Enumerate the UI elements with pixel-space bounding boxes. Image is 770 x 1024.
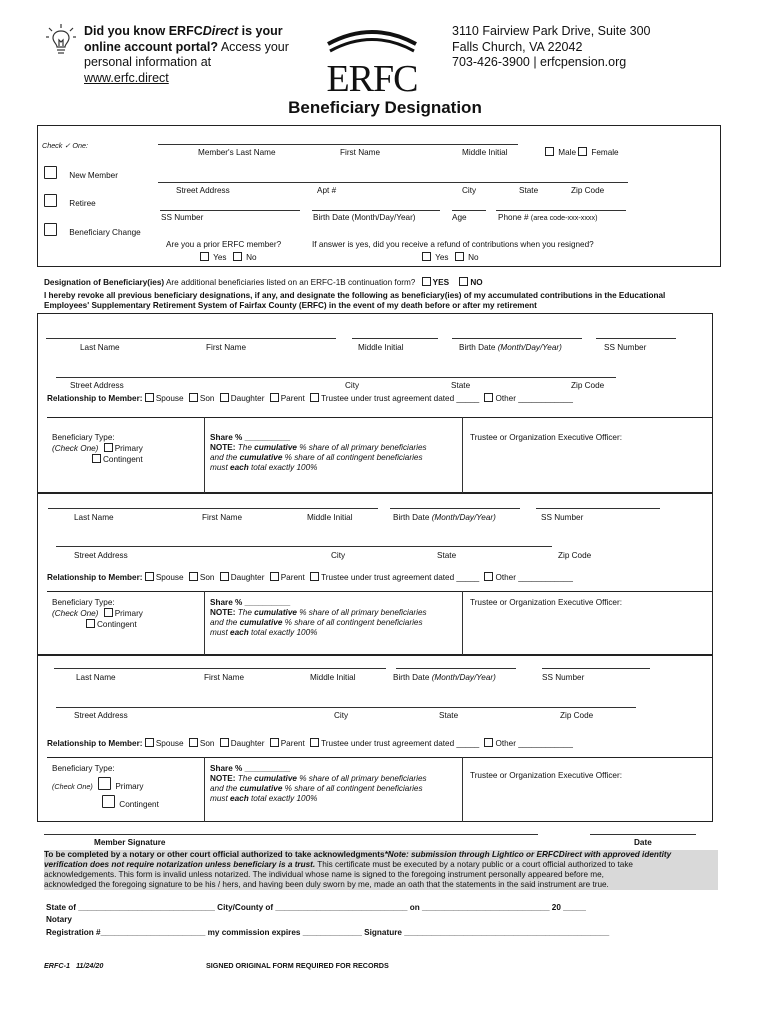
yes-label: YES <box>432 278 450 287</box>
b2-relationship-row <box>47 572 573 583</box>
member-dob-line[interactable] <box>312 210 440 211</box>
member-last-name-label: Member's Last Name <box>198 148 276 157</box>
trustee-checkbox[interactable] <box>310 393 319 402</box>
spouse-checkbox[interactable] <box>145 738 154 747</box>
no-label: No <box>246 253 257 262</box>
org-address <box>452 24 712 71</box>
relationship-label: Relationship to Member: <box>47 573 143 582</box>
b3-divider <box>47 757 713 758</box>
dob-text: Birth Date <box>459 343 496 352</box>
note-text: total exactly 100% <box>248 463 318 472</box>
revocation-line2: Employees' Supplementary Retirement System of Fairfax County (ERFC) in the event of my death before or after my retirement <box>44 301 537 310</box>
b1-ssn-label: SS Number <box>604 343 647 352</box>
b3-trustee-label: Trustee or Organization Executive Officer: <box>470 771 622 780</box>
promo-line2-rest: Access your <box>218 39 289 54</box>
trustee-label: Trustee under trust agreement dated _____ <box>321 739 480 748</box>
contingent-label: Contingent <box>103 455 143 464</box>
daughter-checkbox[interactable] <box>220 738 229 747</box>
note-cumulative: cumulative <box>254 774 297 783</box>
spouse-label: Spouse <box>155 739 184 748</box>
note-text: % share of all contingent beneficiaries <box>282 453 423 462</box>
member-age-line[interactable] <box>452 210 486 211</box>
b3-name-line[interactable] <box>54 668 386 669</box>
primary-checkbox[interactable] <box>104 608 113 617</box>
member-name-line[interactable] <box>158 144 518 145</box>
member-address-line[interactable] <box>158 182 628 183</box>
notary-line3: acknowledgements. This form is invalid unless notarized. The individual whose name is signed to the foregoing instrument personally appeared before me, <box>44 870 718 880</box>
address-line2: Falls Church, VA 22042 <box>452 39 583 54</box>
note-text: must <box>210 463 231 472</box>
member-age-label: Age <box>452 213 467 222</box>
prior-no-checkbox[interactable] <box>233 252 242 261</box>
b1-zip-label: Zip Code <box>571 381 605 390</box>
gender-options[interactable] <box>545 147 619 158</box>
note-text: and the <box>210 784 240 793</box>
note-text: must <box>210 794 231 803</box>
b1-share-cell <box>210 433 460 473</box>
b2-col-divider-2 <box>462 591 463 655</box>
note-text: and the <box>210 618 240 627</box>
note-text: % share of all contingent beneficiaries <box>282 618 423 627</box>
trustee-checkbox[interactable] <box>310 572 319 581</box>
son-checkbox[interactable] <box>189 572 198 581</box>
yes-label: Yes <box>213 253 227 262</box>
designation-question-text: Are additional beneficiaries listed on an ERFC-1B continuation form? <box>164 278 416 287</box>
b1-relationship-row <box>47 393 573 404</box>
contingent-checkbox[interactable] <box>86 619 95 628</box>
note-cumulative: cumulative <box>239 618 283 627</box>
daughter-label: Daughter <box>230 394 265 403</box>
contingent-label: Contingent <box>119 800 159 809</box>
primary-checkbox[interactable] <box>104 443 113 452</box>
parent-label: Parent <box>280 573 305 582</box>
note-text: % share of all primary beneficiaries <box>296 443 427 452</box>
b2-col-divider-1 <box>204 591 205 655</box>
contingent-checkbox[interactable] <box>92 454 101 463</box>
promo-line3: personal information at <box>84 55 212 69</box>
daughter-checkbox[interactable] <box>220 572 229 581</box>
notary-instructions <box>44 850 718 890</box>
check-one: (Check One) <box>52 609 99 618</box>
note-each: each <box>230 463 249 472</box>
b2-type-cell <box>52 598 143 630</box>
b2-middle-label: Middle Initial <box>307 513 353 522</box>
b2-trustee-label: Trustee or Organization Executive Officer: <box>470 598 622 607</box>
trustee-checkbox[interactable] <box>310 738 319 747</box>
address-line3: 703-426-3900 | erfcpension.org <box>452 55 627 69</box>
son-label: Son <box>199 739 215 748</box>
spouse-checkbox[interactable] <box>145 393 154 402</box>
notary-line1-note: *Note: submission through Lightico or ERFCDirect with approved identity <box>384 850 672 859</box>
option-beneficiary-change[interactable] <box>44 223 141 238</box>
primary-label: Primary <box>114 609 143 618</box>
note-text: % share of all primary beneficiaries <box>296 774 427 783</box>
dob-format: (Month/Day/Year) <box>431 513 496 522</box>
b3-address-line[interactable] <box>56 707 636 708</box>
b3-relationship-row <box>47 738 573 749</box>
note-text: The <box>235 774 255 783</box>
option-label: New Member <box>69 171 118 180</box>
signature-date-label: Date <box>634 838 652 847</box>
member-phone-label <box>498 213 598 223</box>
b1-middle-line[interactable] <box>352 338 438 339</box>
yes-label: Yes <box>435 253 449 262</box>
revocation-statement <box>44 291 744 311</box>
promo-line2-bold: online account portal? <box>84 39 219 54</box>
b2-address-line[interactable] <box>56 546 552 547</box>
b3-street-label: Street Address <box>74 711 128 720</box>
trustee-label: Trustee under trust agreement dated _____ <box>321 394 480 403</box>
member-street-label: Street Address <box>176 186 230 195</box>
notary-line4: acknowledged the foregoing signature to be his / hers, and having been duly sworn by me, made an oath that the statements in the said instrument are true. <box>44 880 718 890</box>
share-field[interactable]: Share % __________ <box>210 598 291 607</box>
b2-dob-line[interactable] <box>390 508 520 509</box>
dob-format: (Month/Day/Year) <box>497 343 562 352</box>
daughter-label: Daughter <box>230 573 265 582</box>
note-cumulative: cumulative <box>239 784 283 793</box>
b2-street-label: Street Address <box>74 551 128 560</box>
option-label: Beneficiary Change <box>69 228 141 237</box>
b3-dob-label <box>393 673 496 683</box>
note-text: The <box>235 443 255 452</box>
son-label: Son <box>199 394 215 403</box>
b1-street-label: Street Address <box>70 381 124 390</box>
male-checkbox[interactable] <box>545 147 554 156</box>
b3-ssn-line[interactable] <box>542 668 650 669</box>
b3-middle-label: Middle Initial <box>310 673 356 682</box>
note-text: must <box>210 628 231 637</box>
parent-label: Parent <box>280 739 305 748</box>
female-label: Female <box>591 148 619 157</box>
type-label: Beneficiary Type: <box>52 598 115 607</box>
promo-text <box>84 24 324 86</box>
b3-type-cell <box>52 764 159 810</box>
b3-dob-line[interactable] <box>396 668 516 669</box>
primary-checkbox[interactable] <box>98 777 111 790</box>
check-one: (Check One) <box>52 782 93 791</box>
share-field[interactable]: Share % __________ <box>210 764 291 773</box>
logo-arcs-icon <box>322 22 422 56</box>
refund-yes-checkbox[interactable] <box>422 252 431 261</box>
notary-line2-note: verification does not require notarization unless beneficiary is a trust. <box>44 860 316 869</box>
b2-name-line[interactable] <box>48 508 378 509</box>
b3-last-name-label: Last Name <box>76 673 116 682</box>
check-one-label: Check ✓ One: <box>42 141 88 150</box>
b1-ssn-line[interactable] <box>596 338 676 339</box>
male-label: Male <box>558 148 577 157</box>
b2-last-name-label: Last Name <box>74 513 114 522</box>
b3-ssn-label: SS Number <box>542 673 585 682</box>
b1-col-divider-2 <box>462 417 463 493</box>
erfc-logo <box>322 22 422 100</box>
parent-checkbox[interactable] <box>270 572 279 581</box>
female-checkbox[interactable] <box>578 147 587 156</box>
spouse-label: Spouse <box>155 573 184 582</box>
parent-checkbox[interactable] <box>270 393 279 402</box>
phone-hint: (area code-xxx-xxxx) <box>530 213 598 222</box>
member-signature-line[interactable] <box>44 834 538 835</box>
continuation-no-checkbox[interactable] <box>459 277 468 286</box>
address-line1: 3110 Fairview Park Drive, Suite 300 <box>452 24 651 38</box>
b3-state-label: State <box>439 711 459 720</box>
b2-first-name-label: First Name <box>202 513 243 522</box>
b2-ssn-label: SS Number <box>541 513 584 522</box>
portal-link[interactable]: www.erfc.direct <box>84 70 169 85</box>
member-middle-initial-label: Middle Initial <box>462 148 508 157</box>
prior-member-question: Are you a prior ERFC member? <box>166 240 282 249</box>
member-zip-label: Zip Code <box>571 186 605 195</box>
parent-label: Parent <box>280 394 305 403</box>
note-text: % share of all primary beneficiaries <box>296 608 427 617</box>
note-bold: NOTE: <box>210 443 236 452</box>
member-ssn-label: SS Number <box>161 213 204 222</box>
spouse-label: Spouse <box>155 394 184 403</box>
b1-address-line[interactable] <box>56 377 616 378</box>
b2-divider <box>47 591 713 592</box>
designation-heading: Designation of Beneficiary(ies) <box>44 278 165 287</box>
trustee-label: Trustee under trust agreement dated _____ <box>321 573 480 582</box>
other-checkbox[interactable] <box>484 738 493 747</box>
no-label: No <box>468 253 479 262</box>
parent-checkbox[interactable] <box>270 738 279 747</box>
member-dob-label: Birth Date (Month/Day/Year) <box>313 213 416 222</box>
other-checkbox[interactable] <box>484 393 493 402</box>
son-checkbox[interactable] <box>189 393 198 402</box>
type-label: Beneficiary Type: <box>52 433 115 442</box>
b1-col-divider-1 <box>204 417 205 493</box>
b3-col-divider-2 <box>462 757 463 822</box>
note-cumulative: cumulative <box>254 443 297 452</box>
b3-zip-label: Zip Code <box>560 711 594 720</box>
primary-label: Primary <box>114 444 143 453</box>
note-cumulative: cumulative <box>254 608 297 617</box>
designation-question <box>44 277 483 288</box>
type-label: Beneficiary Type: <box>52 764 115 773</box>
note-bold: NOTE: <box>210 608 236 617</box>
daughter-label: Daughter <box>230 739 265 748</box>
member-city-label: City <box>462 186 477 195</box>
original-required-notice: SIGNED ORIGINAL FORM REQUIRED FOR RECORDS <box>206 961 389 970</box>
b3-first-name-label: First Name <box>204 673 245 682</box>
checkbox[interactable] <box>44 166 57 179</box>
relationship-label: Relationship to Member: <box>47 394 143 403</box>
logo-text: ERFC <box>326 58 418 100</box>
b2-zip-label: Zip Code <box>558 551 592 560</box>
daughter-checkbox[interactable] <box>220 393 229 402</box>
lightbulb-icon <box>44 22 78 56</box>
check-one: (Check One) <box>52 444 99 453</box>
b1-first-name-label: First Name <box>206 343 247 352</box>
promo-line1-end: is your <box>238 24 283 38</box>
notary-line1: To be completed by a notary or other court official authorized to take acknowledgments <box>44 850 385 859</box>
b1-state-label: State <box>451 381 471 390</box>
share-field[interactable]: Share % __________ <box>210 433 291 442</box>
contingent-label: Contingent <box>97 620 137 629</box>
promo-line1-italic: Direct <box>202 24 239 38</box>
continuation-yes-checkbox[interactable] <box>422 277 431 286</box>
b2-state-label: State <box>437 551 457 560</box>
refund-question: If answer is yes, did you receive a refund of contributions when you resigned? <box>312 240 594 249</box>
option-new-member[interactable] <box>44 166 118 181</box>
b1-dob-label <box>459 343 562 353</box>
prior-member-options[interactable] <box>200 252 257 263</box>
no-label: NO <box>470 278 483 287</box>
note-each: each <box>230 628 249 637</box>
checkbox[interactable] <box>44 223 57 236</box>
b3-share-cell <box>210 764 460 804</box>
checkbox[interactable] <box>44 194 57 207</box>
signature-date-line[interactable] <box>590 834 696 835</box>
prior-yes-checkbox[interactable] <box>200 252 209 261</box>
b2-ssn-line[interactable] <box>536 508 660 509</box>
note-text: % share of all contingent beneficiaries <box>282 784 423 793</box>
refund-options[interactable] <box>422 252 479 263</box>
b1-dob-line[interactable] <box>452 338 582 339</box>
contingent-checkbox[interactable] <box>102 795 115 808</box>
b1-type-cell <box>52 433 143 465</box>
member-apt-label: Apt # <box>317 186 337 195</box>
relationship-label: Relationship to Member: <box>47 739 143 748</box>
promo-line1: Did you know ERFC <box>84 24 203 38</box>
b2-share-cell <box>210 598 460 638</box>
b1-city-label: City <box>345 381 360 390</box>
member-ssn-line[interactable] <box>160 210 300 211</box>
dob-text: Birth Date <box>393 673 430 682</box>
note-text: and the <box>210 453 240 462</box>
form-id: ERFC-1 11/24/20 <box>44 961 104 970</box>
member-first-name-label: First Name <box>340 148 381 157</box>
b1-trustee-label: Trustee or Organization Executive Officer: <box>470 433 622 442</box>
son-checkbox[interactable] <box>189 738 198 747</box>
other-label: Other ____________ <box>495 739 573 748</box>
note-each: each <box>230 794 249 803</box>
note-text: The <box>235 608 255 617</box>
b1-divider <box>47 417 713 418</box>
option-label: Retiree <box>69 199 96 208</box>
b3-city-label: City <box>334 711 349 720</box>
primary-label: Primary <box>115 782 144 791</box>
notary-registration-row[interactable]: Registration #_______________________ my commission expires _____________ Signature _____________________________________________ <box>46 928 610 937</box>
notary-label: Notary <box>46 915 72 924</box>
b1-name-line[interactable] <box>46 338 336 339</box>
revocation-line1: I hereby revoke all previous beneficiary designations, if any, and designate the following as beneficiary(ies) of my accumulated contributions in the Educational <box>44 291 666 300</box>
dob-text: Birth Date <box>393 513 430 522</box>
son-label: Son <box>199 573 215 582</box>
member-signature-label: Member Signature <box>94 838 166 847</box>
page-title: Beneficiary Designation <box>288 98 482 117</box>
refund-no-checkbox[interactable] <box>455 252 464 261</box>
b2-city-label: City <box>331 551 346 560</box>
phone-label: Phone # <box>498 213 529 222</box>
b1-last-name-label: Last Name <box>80 343 120 352</box>
option-retiree[interactable] <box>44 194 96 209</box>
member-state-label: State <box>519 186 539 195</box>
spouse-checkbox[interactable] <box>145 572 154 581</box>
member-phone-line[interactable] <box>496 210 626 211</box>
note-text: total exactly 100% <box>248 794 318 803</box>
note-cumulative: cumulative <box>239 453 283 462</box>
note-text: total exactly 100% <box>248 628 318 637</box>
notary-state-row[interactable]: State of ______________________________ City/County of _____________________________ on ____________________________ 20 _____ <box>46 903 586 912</box>
b3-col-divider-1 <box>204 757 205 822</box>
note-bold: NOTE: <box>210 774 236 783</box>
other-label: Other ____________ <box>495 573 573 582</box>
notary-line2: This certificate must be executed by a notary public or a court official authorized to take <box>315 860 633 869</box>
other-checkbox[interactable] <box>484 572 493 581</box>
b1-middle-label: Middle Initial <box>358 343 404 352</box>
b2-dob-label <box>393 513 496 523</box>
dob-format: (Month/Day/Year) <box>431 673 496 682</box>
other-label: Other ____________ <box>495 394 573 403</box>
